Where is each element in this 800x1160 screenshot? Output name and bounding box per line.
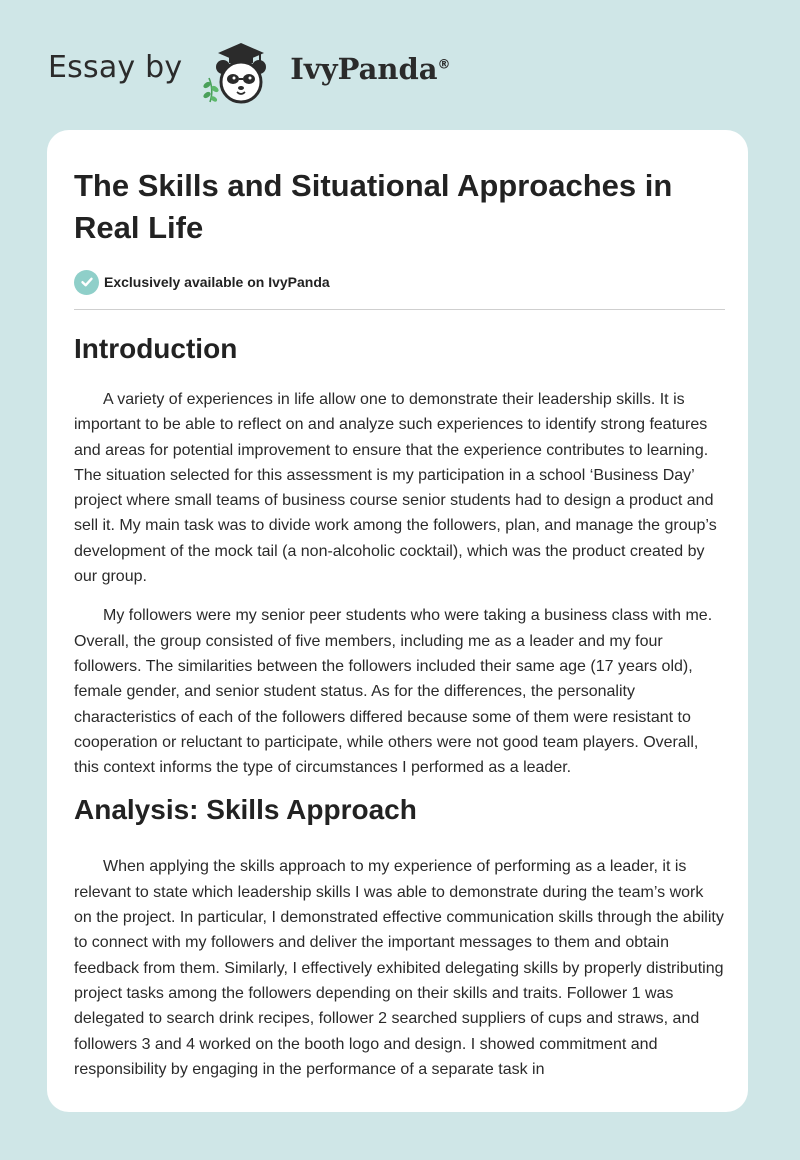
essay-title: The Skills and Situational Approaches in Real Life bbox=[74, 168, 673, 245]
exclusive-badge-label: Exclusively available on IvyPanda bbox=[104, 274, 330, 290]
ivypanda-logo-icon bbox=[198, 38, 284, 108]
title-divider bbox=[74, 309, 725, 310]
section-heading-introduction: Introduction bbox=[74, 333, 238, 364]
brand-name-text: IvyPanda bbox=[290, 52, 438, 86]
exclusive-badge bbox=[74, 269, 725, 295]
registered-mark: ® bbox=[437, 57, 451, 73]
site-header bbox=[48, 38, 451, 108]
essay-by-label: Essay by bbox=[48, 49, 183, 85]
check-circle-icon bbox=[74, 270, 99, 295]
paragraph: A variety of experiences in life allow one to demonstrate their leadership skills. It is important to be able to reflect on and analyze such experiences to identify strong features and areas for potential improvement to ensure that the experience contributes to learning. The situation selected for this assessment is my participation in a school ‘Business Day’ project where small teams of business course senior students had to design a product and sell it. My main task was to divide work among the followers, plan, and manage the group’s development of the mock tail (a non-alcoholic cocktail), which was the product created by our group. bbox=[74, 391, 717, 586]
paragraph: My followers were my senior peer students who were taking a business class with me. Overall, the group consisted of five members, including me as a leader and my four followers. The similarities between the followers included their same age (17 years old), female gender, and senior student status. As for the differences, the personality characteristics of each of the followers differed because some of them were resistant to cooperation or reluctant to participate, while others were not good team players. Overall, this context informs the type of circumstances I performed as a leader. bbox=[74, 607, 713, 777]
essay-content bbox=[74, 165, 725, 1082]
paragraph: When applying the skills approach to my experience of performing as a leader, it is relevant to state which leadership skills I was able to demonstrate during the team’s work on the project. In particular, I demonstrated effective communication skills through the ability to connect with my followers and deliver the important messages to them and obtain feedback from them. Similarly, I effectively exhibited delegating skills by properly distributing project tasks among the followers depending on their skills and traits. Follower 1 was delegated to search drink recipes, follower 2 searched suppliers of cups and straws, and followers 3 and 4 worked on the booth logo and design. I showed commitment and responsibility by engaging in the performance of a separate task in bbox=[74, 858, 724, 1078]
essay-card bbox=[47, 130, 748, 1112]
section-heading-skills-approach: Analysis: Skills Approach bbox=[74, 794, 417, 826]
brand-name bbox=[290, 52, 450, 86]
